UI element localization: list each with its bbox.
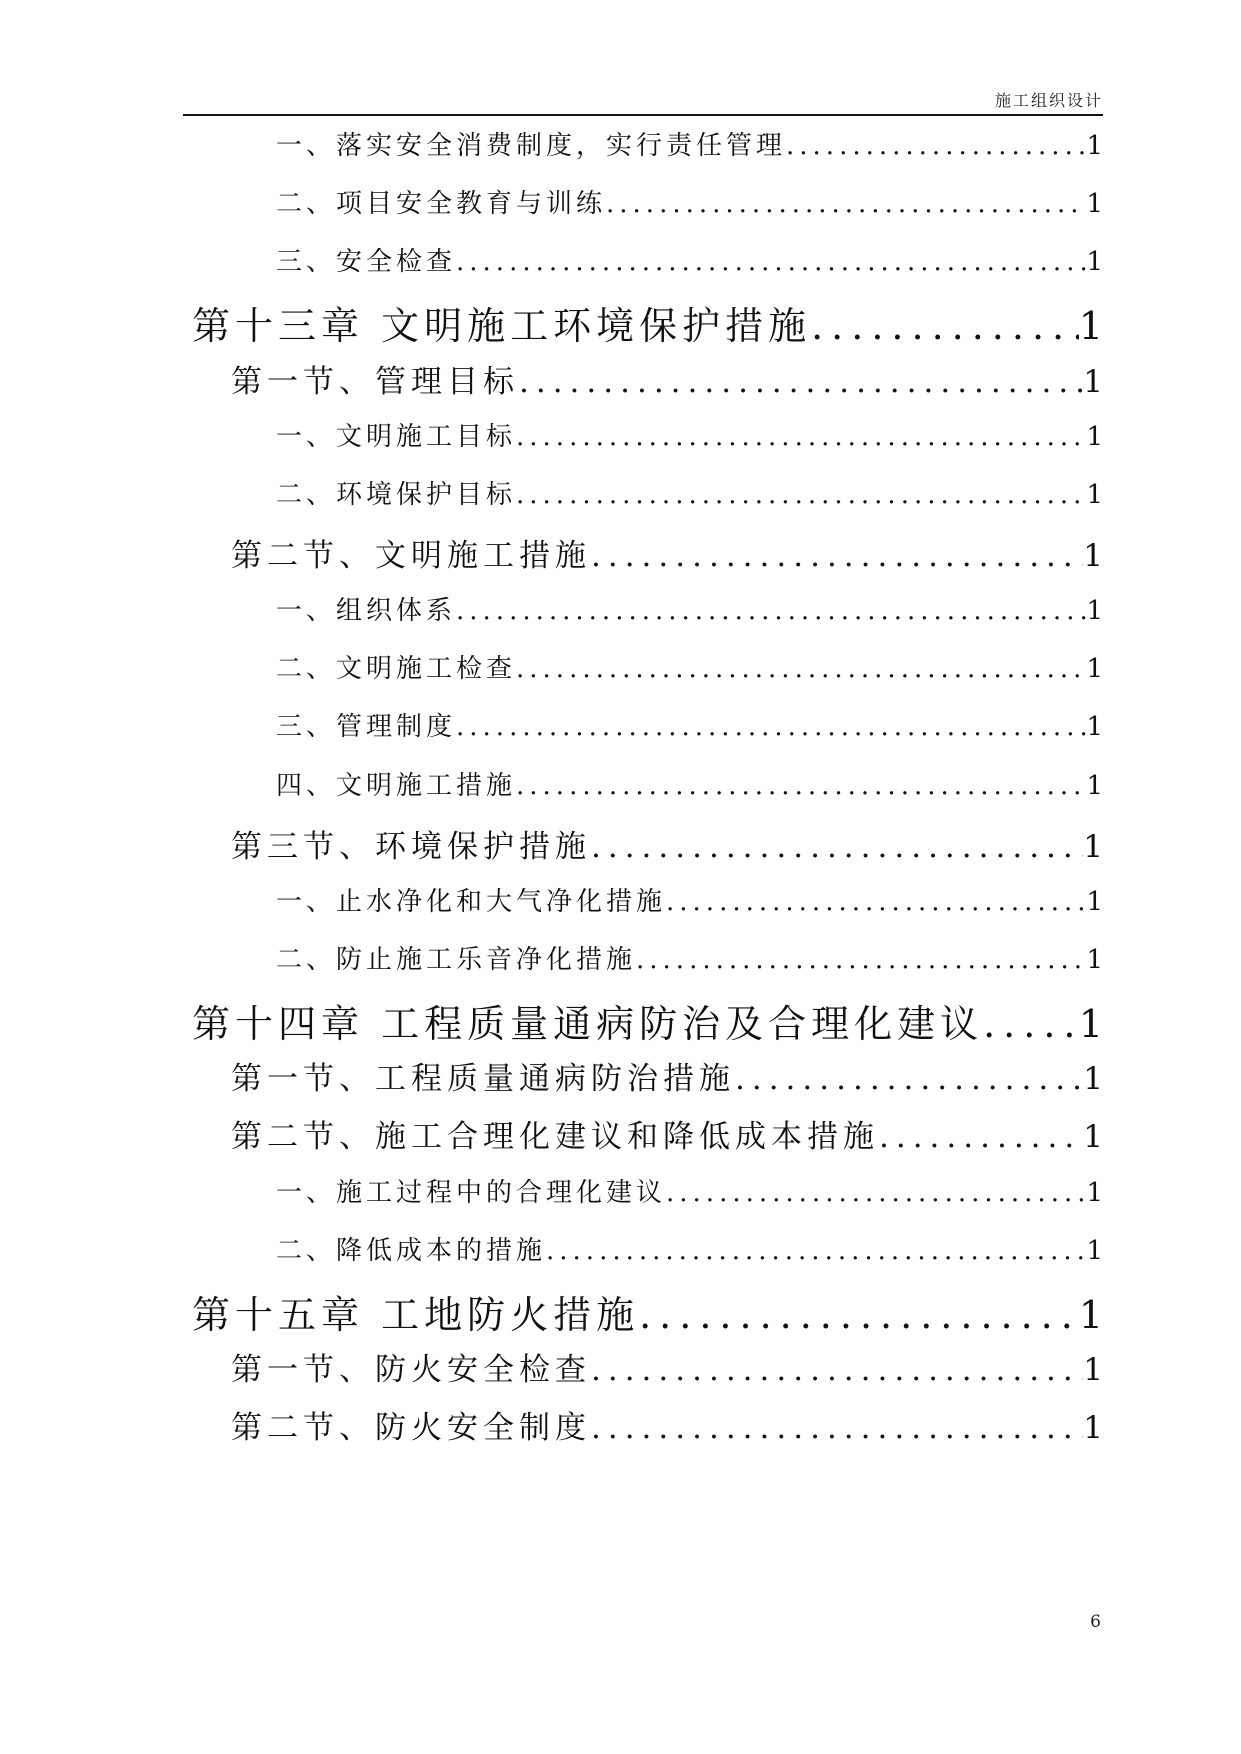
toc-entry-label: 三、安全检查	[276, 247, 457, 277]
toc-entry[interactable]	[231, 828, 1103, 866]
toc-dot-leader	[639, 1293, 1079, 1337]
toc-entry[interactable]	[276, 770, 1103, 802]
toc-dot-leader	[606, 188, 1086, 220]
toc-entry-page: 1	[1086, 422, 1103, 452]
toc-dot-leader	[666, 1177, 1086, 1209]
toc-entry-label: 二、防止施工乐音净化措施	[276, 945, 637, 975]
toc-entry[interactable]	[276, 246, 1103, 278]
toc-dot-leader	[516, 479, 1086, 511]
toc-dot-leader	[735, 1060, 1083, 1098]
toc-dot-leader	[456, 711, 1086, 743]
toc-entry-page: 1	[1086, 1236, 1103, 1266]
toc-entry-page: 1	[1083, 1061, 1103, 1097]
toc-entry-page: 1	[1083, 1119, 1103, 1155]
toc-entry-label: 二、文明施工检查	[276, 654, 517, 684]
toc-entry-label: 一、文明施工目标	[276, 422, 517, 452]
toc-dot-leader	[591, 1409, 1083, 1447]
toc-dot-leader	[879, 1118, 1083, 1156]
toc-dot-leader	[516, 421, 1086, 453]
page-number: 6	[1090, 1612, 1101, 1632]
toc-entry-page: 1	[1083, 364, 1103, 400]
toc-dot-leader	[546, 1235, 1086, 1267]
toc-entry-page: 1	[1086, 887, 1103, 917]
toc-entry-label: 第十五章 工地防火措施	[192, 1293, 640, 1337]
toc-dot-leader	[983, 1002, 1079, 1046]
toc-entry[interactable]	[192, 304, 1103, 348]
toc-entry-page: 1	[1086, 945, 1103, 975]
toc-entry-page: 1	[1086, 131, 1103, 161]
toc-entry[interactable]	[231, 363, 1103, 401]
toc-entry-label: 第一节、工程质量通病防治措施	[231, 1061, 735, 1097]
toc-entry[interactable]	[276, 1235, 1103, 1267]
toc-entry-page: 1	[1083, 1352, 1103, 1388]
toc-entry-page: 1	[1083, 829, 1103, 865]
toc-entry-label: 二、降低成本的措施	[276, 1236, 547, 1266]
toc-dot-leader	[456, 595, 1086, 627]
toc-entry[interactable]	[231, 1118, 1103, 1156]
toc-entry-page: 1	[1078, 1293, 1103, 1337]
toc-entry[interactable]	[276, 944, 1103, 976]
toc-entry[interactable]	[276, 886, 1103, 918]
toc-dot-leader	[516, 770, 1086, 802]
running-header-title: 施工组织设计	[994, 91, 1103, 110]
toc-entry-label: 第二节、文明施工措施	[231, 538, 591, 574]
toc-entry-label: 四、文明施工措施	[276, 771, 517, 801]
toc-entry[interactable]	[276, 130, 1103, 162]
toc-entry[interactable]	[276, 1177, 1103, 1209]
toc-entry-page: 1	[1086, 596, 1103, 626]
toc-entry-label: 第二节、防火安全制度	[231, 1410, 591, 1446]
toc-dot-leader	[636, 944, 1086, 976]
toc-entry[interactable]	[231, 1409, 1103, 1447]
toc-entry-label: 三、管理制度	[276, 712, 457, 742]
toc-entry[interactable]	[276, 595, 1103, 627]
toc-entry-page: 1	[1083, 538, 1103, 574]
toc-entry-page: 1	[1083, 1410, 1103, 1446]
toc-entry-page: 1	[1086, 480, 1103, 510]
toc-entry[interactable]	[231, 1351, 1103, 1389]
toc-entry-page: 1	[1086, 1178, 1103, 1208]
toc-entry[interactable]	[276, 711, 1103, 743]
toc-entry[interactable]	[276, 188, 1103, 220]
toc-entry-label: 第二节、施工合理化建议和降低成本措施	[231, 1119, 879, 1155]
toc-entry-label: 一、组织体系	[276, 596, 457, 626]
toc-dot-leader	[811, 304, 1079, 348]
toc-dot-leader	[456, 246, 1086, 278]
toc-entry[interactable]	[231, 537, 1103, 575]
toc-entry-label: 第一节、防火安全检查	[231, 1352, 591, 1388]
toc-entry[interactable]	[192, 1293, 1103, 1337]
toc-entry-page: 1	[1078, 304, 1103, 348]
toc-entry-label: 二、项目安全教育与训练	[276, 189, 607, 219]
header-divider	[183, 114, 1103, 116]
toc-entry-label: 二、环境保护目标	[276, 480, 517, 510]
toc-dot-leader	[786, 130, 1086, 162]
toc-entry[interactable]	[276, 653, 1103, 685]
toc-entry-label: 一、落实安全消费制度，实行责任管理	[276, 131, 787, 161]
toc-entry[interactable]	[276, 421, 1103, 453]
toc-entry-label: 第十四章 工程质量通病防治及合理化建议	[192, 1002, 984, 1046]
toc-entry-page: 1	[1086, 712, 1103, 742]
toc-entry-label: 第一节、管理目标	[231, 364, 519, 400]
toc-dot-leader	[666, 886, 1086, 918]
toc-dot-leader	[591, 1351, 1083, 1389]
toc-dot-leader	[591, 828, 1083, 866]
toc-entry-label: 第十三章 文明施工环境保护措施	[192, 304, 812, 348]
toc-dot-leader	[519, 363, 1083, 401]
toc-dot-leader	[516, 653, 1086, 685]
toc-dot-leader	[591, 537, 1083, 575]
toc-entry-page: 1	[1086, 247, 1103, 277]
toc-entry-page: 1	[1078, 1002, 1103, 1046]
toc-entry[interactable]	[192, 1002, 1103, 1046]
toc-entry-label: 一、施工过程中的合理化建议	[276, 1178, 667, 1208]
toc-entry-page: 1	[1086, 654, 1103, 684]
toc-entry-label: 一、止水净化和大气净化措施	[276, 887, 667, 917]
toc-entry[interactable]	[276, 479, 1103, 511]
toc-entry-label: 第三节、环境保护措施	[231, 829, 591, 865]
toc-entry-page: 1	[1086, 189, 1103, 219]
toc-entry-page: 1	[1086, 771, 1103, 801]
toc-entry[interactable]	[231, 1060, 1103, 1098]
